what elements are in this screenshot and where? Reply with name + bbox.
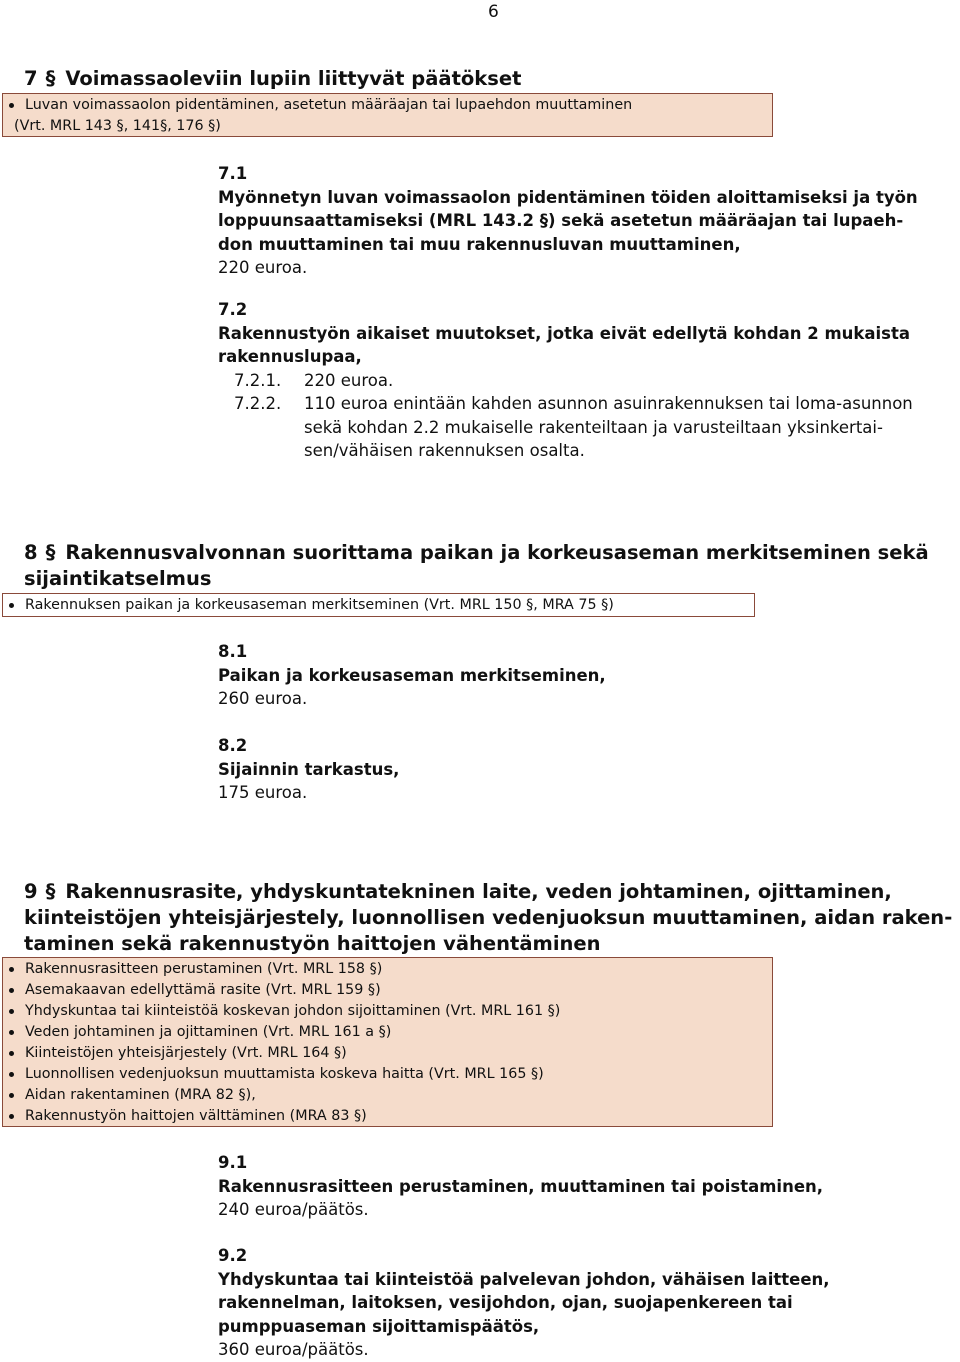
item-7-2 <box>218 298 910 369</box>
item-price: 240 euroa/päätös. <box>218 1200 369 1219</box>
item-price: 220 euroa. <box>218 258 308 277</box>
section-title: Rakennusrasite, yhdyskuntatekninen laite, veden johtaminen, ojittaminen, <box>65 880 892 903</box>
scope-bullet: Yhdyskuntaa tai kiinteistöä koskevan johdon sijoittaminen (Vrt. MRL 161 §) <box>3 1001 772 1022</box>
subitem-text: 110 euroa enintään kahden asunnon asuinrakennuksen tai loma-asunnon <box>304 394 913 413</box>
paragraph-sign: § <box>45 67 56 90</box>
subitem-text: 220 euroa. <box>304 371 394 390</box>
section-8-scope-box <box>2 593 755 617</box>
paragraph-sign: § <box>45 880 56 903</box>
item-number: 8.1 <box>218 642 248 661</box>
item-title-line: Yhdyskuntaa tai kiinteistöä palvelevan johdon, vähäisen laitteen, <box>218 1269 830 1289</box>
item-number: 8.2 <box>218 736 248 755</box>
item-number: 7.1 <box>218 164 248 183</box>
section-title-cont: sijaintikatselmus <box>24 567 212 590</box>
section-number: 7 <box>24 67 38 90</box>
section-9-heading <box>24 879 952 957</box>
item-7-1 <box>218 162 918 280</box>
section-9-scope-box <box>2 957 773 1127</box>
item-title-line: rakennelman, laitoksen, vesijohdon, ojan, suojapenkereen tai <box>218 1293 793 1312</box>
scope-bullet: Rakennuksen paikan ja korkeusaseman merkitseminen (Vrt. MRL 150 §, MRA 75 §) <box>3 595 754 616</box>
item-number: 9.2 <box>218 1246 248 1265</box>
section-title-cont: kiinteistöjen yhteisjärjestely, luonnollisen vedenjuoksun muuttaminen, aidan raken- <box>24 906 953 929</box>
subitem-text: sen/vähäisen rakennuksen osalta. <box>304 441 585 460</box>
section-number: 9 <box>24 880 38 903</box>
section-title-cont: taminen sekä rakennustyön haittojen vähentäminen <box>24 932 601 955</box>
item-number: 9.1 <box>218 1153 248 1172</box>
item-8-2 <box>218 734 399 805</box>
item-title-line: Myönnetyn luvan voimassaolon pidentäminen töiden aloittamiseksi ja työn <box>218 187 918 207</box>
section-7-heading <box>24 66 521 92</box>
item-title-line: don muuttaminen tai muu rakennusluvan muuttaminen, <box>218 234 741 254</box>
item-title-line: Sijainnin tarkastus, <box>218 759 400 779</box>
item-9-2 <box>218 1244 830 1362</box>
item-title-line: Paikan ja korkeusaseman merkitseminen, <box>218 665 606 685</box>
item-title-line: loppuunsaattamiseksi (MRL 143.2 §) sekä asetetun määräajan tai lupaeh- <box>218 211 904 230</box>
item-number: 7.2 <box>218 300 248 319</box>
section-7-scope-box <box>2 93 773 137</box>
paragraph-sign: § <box>45 541 56 564</box>
item-9-1 <box>218 1151 823 1222</box>
subitem-number: 7.2.2. <box>234 394 282 413</box>
section-number: 8 <box>24 541 38 564</box>
item-8-1 <box>218 640 606 711</box>
section-title: Voimassaoleviin lupiin liittyvät päätökset <box>65 67 522 90</box>
scope-bullet: Luvan voimassaolon pidentäminen, asetetun määräajan tai lupaehdon muuttaminen (Vrt. MRL 143 §, 141§, 176 §) <box>3 95 772 137</box>
item-title-line: Rakennusrasitteen perustaminen, muuttaminen tai poistaminen, <box>218 1176 824 1196</box>
scope-bullet: Rakennusrasitteen perustaminen (Vrt. MRL 158 §) <box>3 959 772 980</box>
scope-bullet: Kiinteistöjen yhteisjärjestely (Vrt. MRL 164 §) <box>3 1043 772 1064</box>
subitem-number: 7.2.1. <box>234 371 282 390</box>
scope-bullet: Aidan rakentaminen (MRA 82 §), <box>3 1085 772 1106</box>
scope-bullet: Asemakaavan edellyttämä rasite (Vrt. MRL 159 §) <box>3 980 772 1001</box>
scope-bullet: Rakennustyön haittojen välttäminen (MRA 83 §) <box>3 1106 772 1127</box>
scope-bullet: Veden johtaminen ja ojittaminen (Vrt. MRL 161 a §) <box>3 1022 772 1043</box>
item-title-line: Rakennustyön aikaiset muutokset, jotka eivät edellytä kohdan 2 mukaista <box>218 323 911 343</box>
subitem-text: sekä kohdan 2.2 mukaiselle rakenteiltaan ja varusteiltaan yksinkertai- <box>304 417 883 437</box>
item-title-line: pumppuaseman sijoittamispäätös, <box>218 1316 540 1336</box>
item-price: 360 euroa/päätös. <box>218 1340 369 1359</box>
scope-bullet: Luonnollisen vedenjuoksun muuttamista koskeva haitta (Vrt. MRL 165 §) <box>3 1064 772 1085</box>
section-8-heading <box>24 540 929 592</box>
item-price: 260 euroa. <box>218 689 308 708</box>
page-number: 6 <box>488 2 499 22</box>
item-title-line: rakennuslupaa, <box>218 347 362 366</box>
section-title: Rakennusvalvonnan suorittama paikan ja korkeusaseman merkitseminen sekä <box>65 541 929 564</box>
item-price: 175 euroa. <box>218 783 308 802</box>
